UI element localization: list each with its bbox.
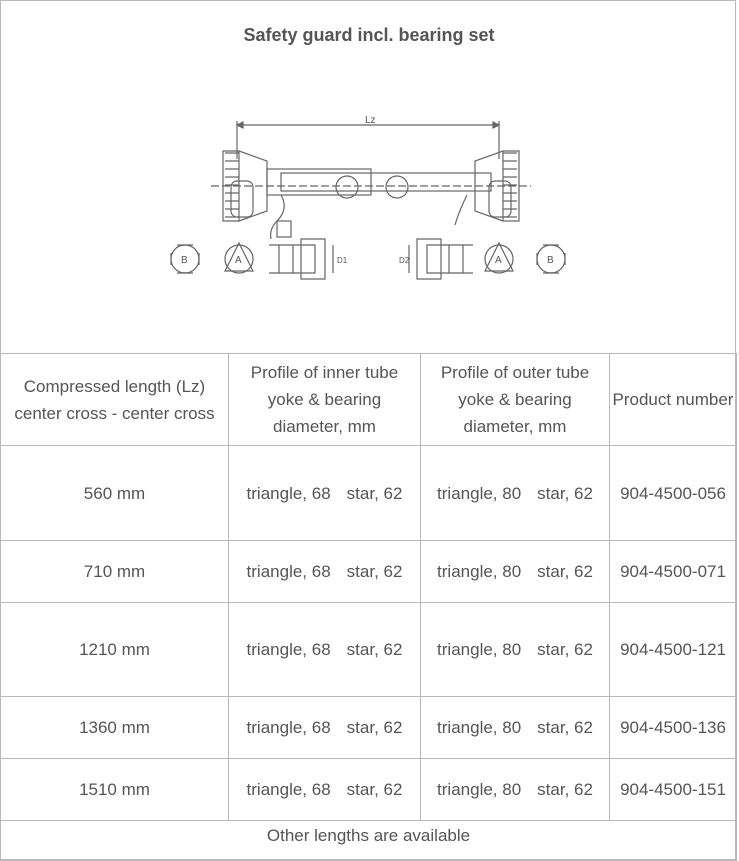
d2-label: D2 [399,256,410,265]
header-outer-tube: Profile of outer tube yoke & bearing diameter, mm [421,354,610,446]
length-cell: 560 mm [1,446,229,541]
header-inner-tube: Profile of inner tube yoke & bearing diameter, mm [229,354,421,446]
profile-a-label-right: A [495,255,502,266]
table-header-row [1,354,737,446]
outer-cell: triangle, 80 star, 62 [421,603,610,697]
product-cell: 904-4500-071 [610,541,737,603]
profile-b-label-left: B [181,255,188,266]
inner-cell: triangle, 68 star, 62 [229,541,421,603]
header-compressed-length: Compressed length (Lz) center cross - center cross [1,354,229,446]
outer-cell: triangle, 80 star, 62 [421,759,610,821]
table-row [1,446,737,541]
table-row [1,697,737,759]
length-cell: 1210 mm [1,603,229,697]
inner-cell: triangle, 68 star, 62 [229,603,421,697]
length-cell: 1510 mm [1,759,229,821]
inner-cell: triangle, 68 star, 62 [229,697,421,759]
table-footer-row [1,821,737,861]
profile-a-label-left: A [235,255,242,266]
table-row [1,603,737,697]
length-cell: 710 mm [1,541,229,603]
outer-cell: triangle, 80 star, 62 [421,446,610,541]
product-cell: 904-4500-121 [610,603,737,697]
product-cell: 904-4500-056 [610,446,737,541]
product-cell: 904-4500-151 [610,759,737,821]
table-row [1,541,737,603]
inner-cell: triangle, 68 star, 62 [229,446,421,541]
d1-label: D1 [337,256,348,265]
header-product-number: Product number [610,354,737,446]
specification-table [0,353,737,861]
outer-cell: triangle, 80 star, 62 [421,697,610,759]
length-label: Lz [365,115,376,126]
profile-b-label-right: B [547,255,554,266]
table-row [1,759,737,821]
outer-cell: triangle, 80 star, 62 [421,541,610,603]
pto-shaft-drawing [151,69,591,309]
product-cell: 904-4500-136 [610,697,737,759]
inner-cell: triangle, 68 star, 62 [229,759,421,821]
section-title: Safety guard incl. bearing set [243,25,495,45]
footer-note: Other lengths are available [1,821,737,861]
length-cell: 1360 mm [1,697,229,759]
